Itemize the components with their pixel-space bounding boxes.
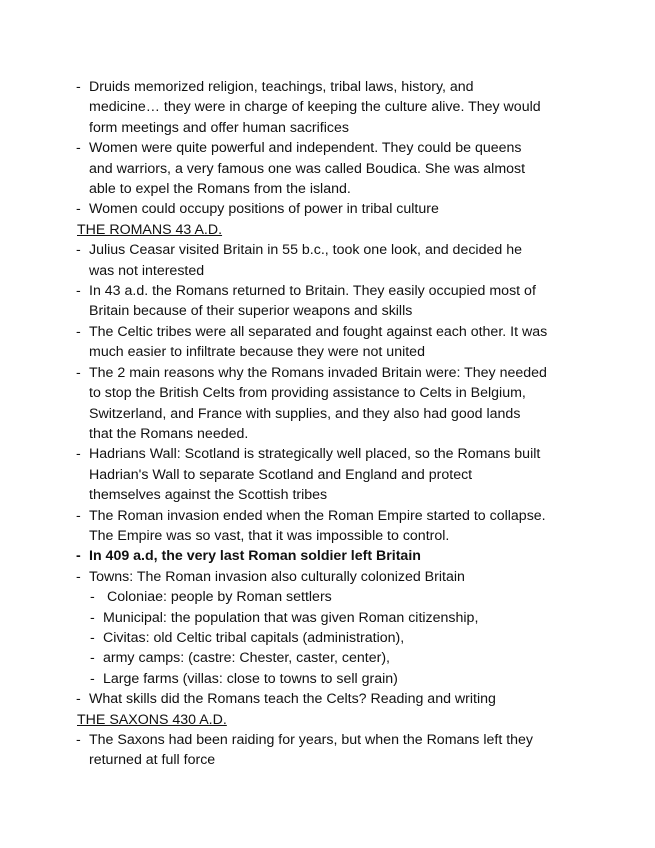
skills-bullet: - What skills did the Romans teach the Celts? Reading and writing (0, 689, 655, 709)
bullet-item (0, 363, 655, 445)
bullet-item (0, 281, 655, 322)
bullet-item (0, 506, 655, 547)
bullet-item (0, 199, 655, 219)
bullet-dash: - (76, 201, 81, 218)
towns-bullet: - Towns: The Roman invasion also culturally colonized Britain (0, 567, 655, 587)
bullet-dash: - (76, 323, 81, 340)
bullet-line: - Druids memorized religion, teachings, tribal laws, history, and (0, 77, 655, 97)
bullet-dash: - (76, 283, 81, 300)
bullet-dash: - (76, 140, 81, 157)
bullet-dash: - (76, 446, 81, 463)
bullet-item (0, 444, 655, 505)
bullet-dash: - (76, 732, 81, 748)
bullet-item (0, 77, 655, 138)
bullet-line: - The Roman invasion ended when the Roman Empire started to collapse. (0, 506, 655, 526)
bullet-dash: - (76, 364, 81, 381)
bullet-item (0, 322, 655, 363)
bullet-dash: - (76, 548, 81, 565)
section-heading-romans: THE ROMANS 43 A.D. (77, 221, 223, 238)
bullet-dash: - (76, 507, 81, 524)
bullet-line: The Empire was so vast, that it was impossible to control. (89, 527, 450, 544)
bullet-line: Britain because of their superior weapons and skills (89, 303, 413, 320)
bullet-line: form meetings and offer human sacrifices (89, 119, 349, 136)
bold-bullet: - In 409 a.d, the very last Roman soldier left Britain (0, 546, 655, 566)
bullet-line: Hadrian's Wall to separate Scotland and England and protect (89, 466, 473, 483)
bullet-dash: - (76, 242, 81, 259)
bullet-line: - In 43 a.d. the Romans returned to Britain. They easily occupied most of (0, 281, 655, 301)
bullet-line: was not interested (89, 262, 205, 279)
bullet-dash: - (90, 589, 95, 606)
bullet-item (0, 138, 655, 199)
bullet-line: - Hadrians Wall: Scotland is strategically well placed, so the Romans built (0, 444, 655, 464)
sub-bullet: - Large farms (villas: close to towns to sell grain) (0, 669, 655, 689)
bullet-dash: - (76, 568, 81, 585)
document-page (0, 77, 655, 771)
bullet-line: Switzerland, and France with supplies, and they also had good lands (89, 405, 521, 422)
sub-bullet: - Coloniae: people by Roman settlers (0, 587, 655, 607)
bullet-line: able to expel the Romans from the island. (89, 181, 351, 198)
bullet-line: - The Celtic tribes were all separated and fought against each other. It was (0, 322, 655, 342)
bullet-line: - Women were quite powerful and independent. They could be queens (0, 138, 655, 158)
bullet-line: returned at full force (89, 752, 216, 769)
bullet-line: and warriors, a very famous one was called Boudica. She was almost (89, 160, 526, 177)
bullet-line: medicine… they were in charge of keeping the culture alive. They would (89, 99, 541, 116)
bullet-line: - Women could occupy positions of power in tribal culture (0, 199, 655, 219)
bullet-line: to stop the British Celts from providing assistance to Celts in Belgium, (89, 385, 526, 402)
section-heading-saxons: THE SAXONS 430 A.D. (77, 711, 227, 728)
bullet-dash: - (90, 609, 95, 626)
bullet-dash: - (90, 650, 95, 667)
bullet-line: - The 2 main reasons why the Romans invaded Britain were: They needed (0, 363, 655, 383)
bullet-line: much easier to infiltrate because they were not united (89, 344, 425, 361)
sub-bullet: - army camps: (castre: Chester, caster, center), (0, 648, 655, 668)
bullet-line: themselves against the Scottish tribes (89, 487, 328, 504)
bullet-dash: - (76, 691, 81, 708)
sub-bullet: - Municipal: the population that was given Roman citizenship, (0, 608, 655, 628)
bullet-line: - Julius Ceasar visited Britain in 55 b.c., took one look, and decided he (0, 240, 655, 260)
bullet-line: - The Saxons had been raiding for years, but when the Romans left they (0, 730, 655, 750)
bullet-line: that the Romans needed. (89, 425, 249, 442)
bullet-dash: - (90, 670, 95, 687)
bullet-dash: - (90, 629, 95, 646)
bullet-dash: - (76, 79, 81, 95)
sub-bullet: - Civitas: old Celtic tribal capitals (administration), (0, 628, 655, 648)
bullet-item (0, 240, 655, 281)
bullet-item (0, 730, 655, 771)
